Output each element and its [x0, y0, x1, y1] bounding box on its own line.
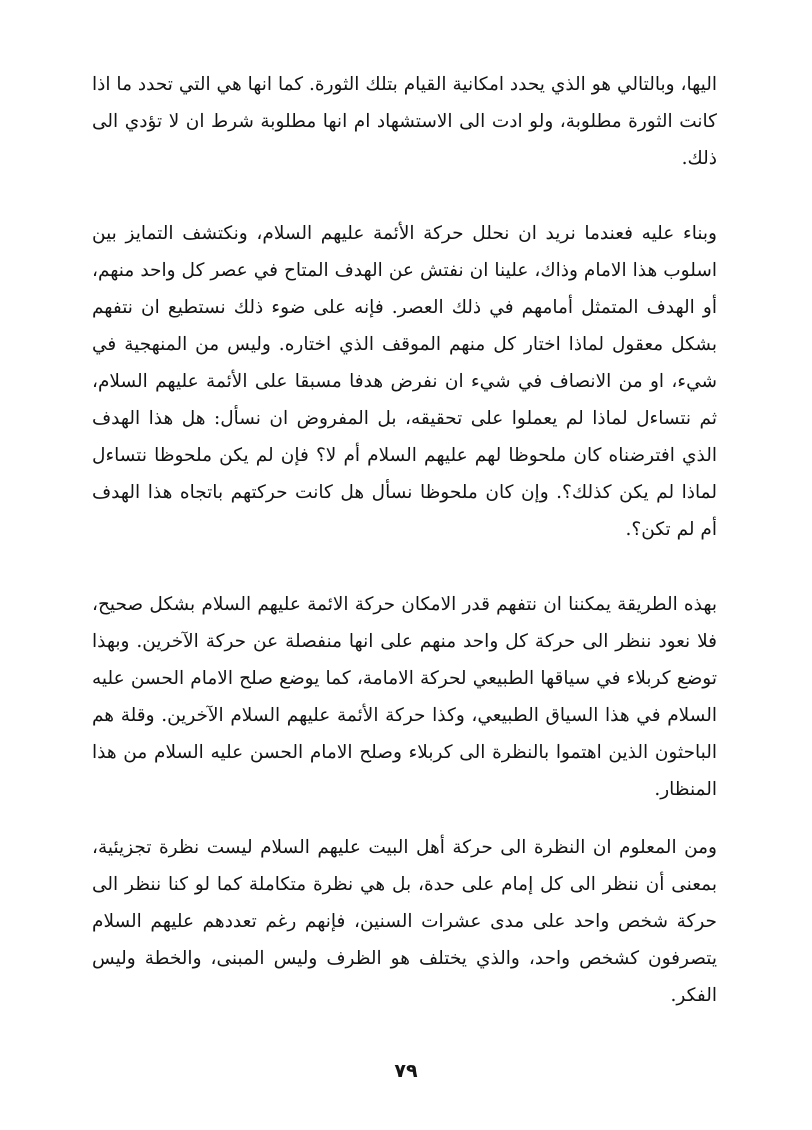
- paragraph-2: وبناء عليه فعندما نريد ان نحلل حركة الأئمة عليهم السلام، ونكتشف التمايز بين اسلوب هذا الامام وذاك، علينا ان نفتش عن الهدف المتاح في عصر كل واحد منهم، أو الهدف المتمثل أمامهم في ذلك العصر. فإنه على ضوء ذلك نستطيع ان نتفهم بشكل معقول لماذا اختار كل منهم الموقف الذي اختاره. وليس من المنهجية في شيء، او من الانصاف في شيء ان نفرض هدفا مسبقا على الأئمة عليهم السلام، ثم نتساءل لماذا لم يعملوا على تحقيقه، بل المفروض ان نسأل: هل هذا الهدف الذي افترضناه كان ملحوظا لهم عليهم السلام أم لا؟ فإن لم يكن ملحوظا نتساءل لماذا لم يكن كذلك؟. وإن كان ملحوظا نسأل هل كانت حركتهم باتجاه هذا الهدف أم لم تكن؟.: [92, 223, 718, 540]
- paragraph-3: بهذه الطريقة يمكننا ان نتفهم قدر الامكان حركة الائمة عليهم السلام بشكل صحيح، فلا نعود ننظر الى حركة كل واحد منهم على انها منفصلة عن حركة الآخرين. وبهذا توضع كربلاء في سياقها الطبيعي لحركة الامامة، كما يوضع صلح الامام الحسن عليه السلام في هذا السياق الطبيعي، وكذا حركة الأئمة عليهم السلام الآخرين. وقلة هم الباحثون الذين اهتموا بالنظرة الى كربلاء وصلح الامام الحسن عليه السلام من هذا المنظار.: [92, 594, 717, 800]
- paragraph-4: ومن المعلوم ان النظرة الى حركة أهل البيت عليهم السلام ليست نظرة تجزيئية، بمعنى أن ننظر الى كل إمام على حدة، بل هي نظرة متكاملة كما لو كنا ننظر الى حركة شخص واحد على مدى عشرات السنين، فإنهم رغم تعددهم عليهم السلام يتصرفون كشخص واحد، والذي يختلف هو الظرف وليس المبنى، والخطة وليس الفكر.: [92, 837, 717, 1006]
- paragraph-1: اليها، وبالتالي هو الذي يحدد امكانية القيام بتلك الثورة. كما انها هي التي تحدد ما اذا كانت الثورة مطلوبة، ولو ادت الى الاستشهاد ام انها مطلوبة شرط ان لا تؤدي الى ذلك.: [92, 74, 717, 169]
- page-number: ٧٩: [394, 1060, 418, 1082]
